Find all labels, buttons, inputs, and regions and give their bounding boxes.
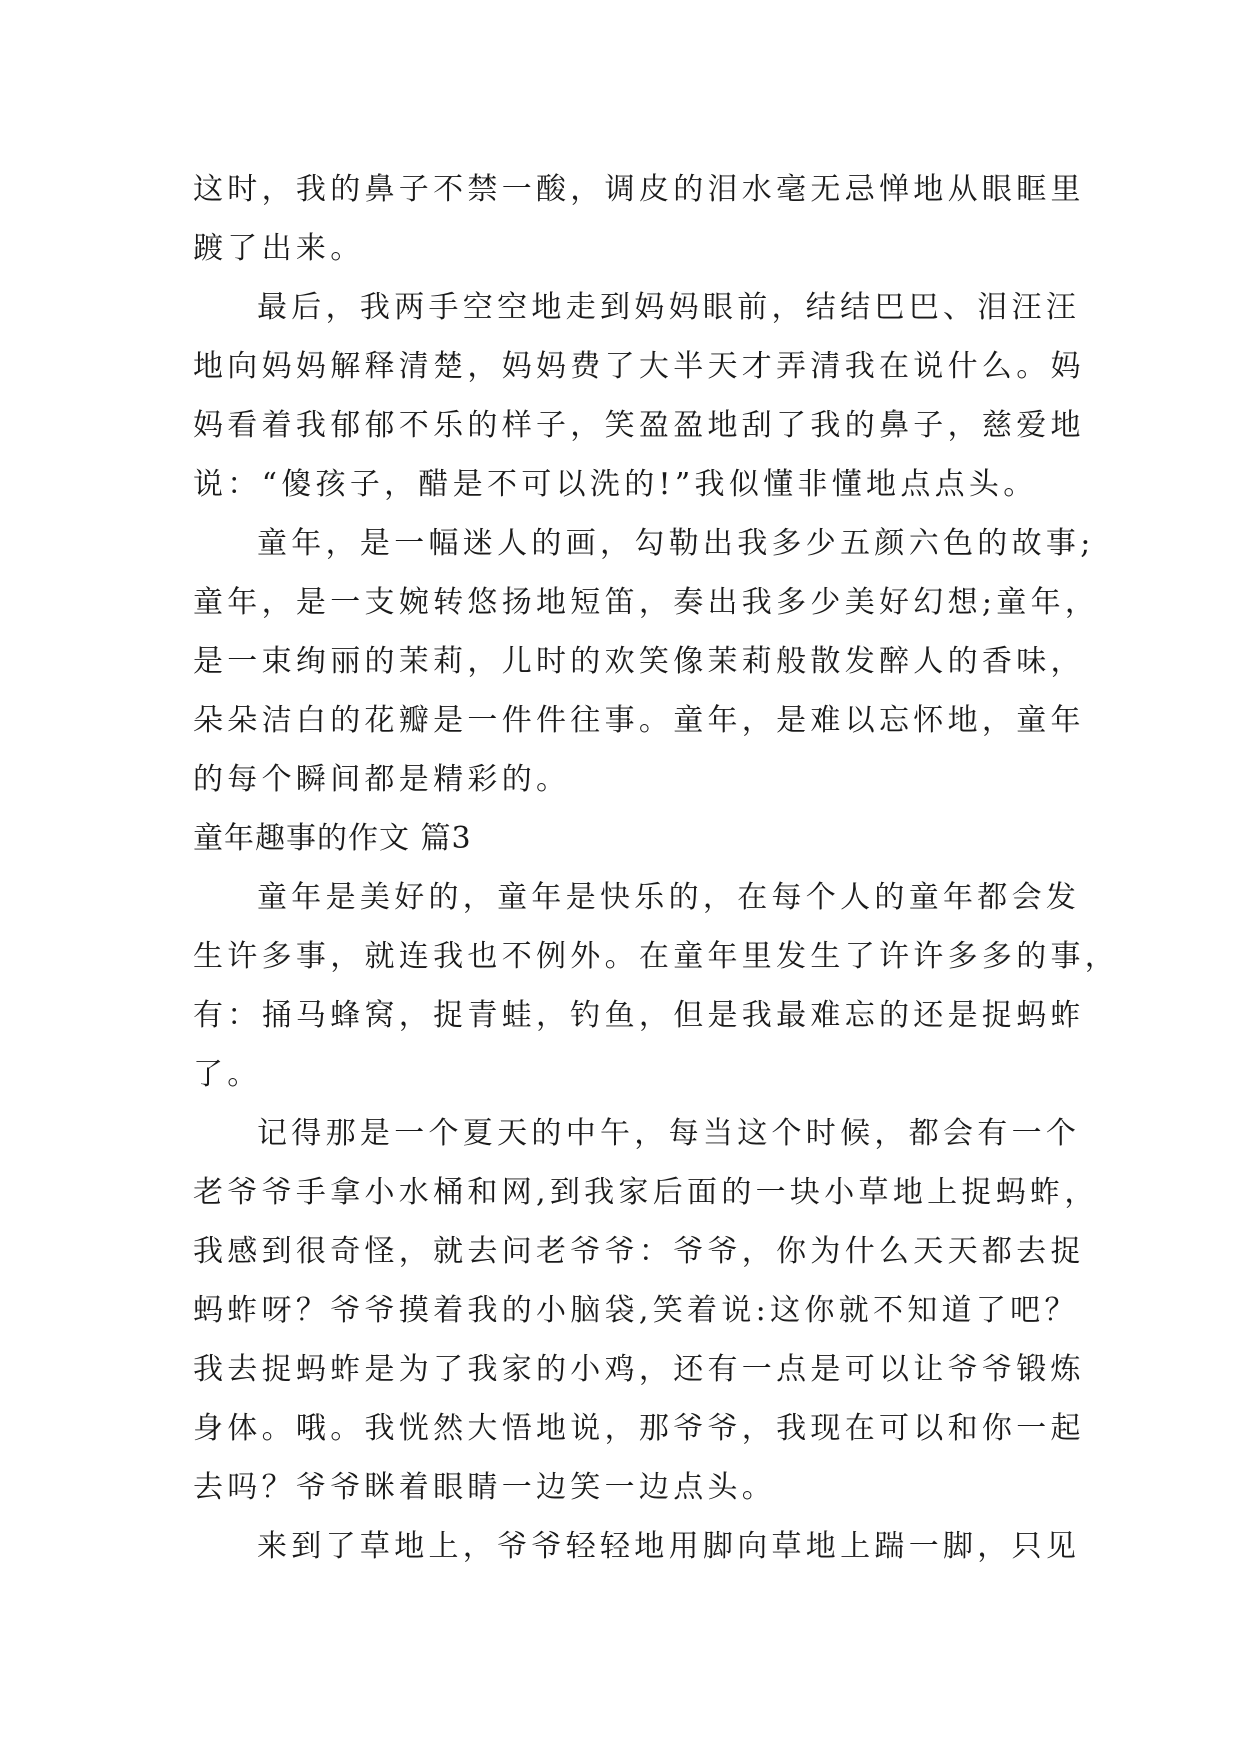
section-heading: 童年趣事的作文 篇3 bbox=[193, 821, 472, 856]
paragraph-start-line: 记得那是一个夏天的中午，每当这个时候，都会有一个 bbox=[257, 1116, 1081, 1151]
text-line: 朵朵洁白的花瓣是一件件往事。童年，是难以忘怀地，童年 bbox=[193, 703, 1085, 738]
text-line: 有：捅马蜂窝，捉青蛙，钓鱼，但是我最难忘的还是捉蚂蚱 bbox=[193, 998, 1085, 1033]
text-line: 老爷爷手拿小水桶和网,到我家后面的一块小草地上捉蚂蚱， bbox=[193, 1175, 1099, 1210]
paragraph-start-line: 来到了草地上，爷爷轻轻地用脚向草地上踹一脚，只见 bbox=[257, 1529, 1081, 1564]
text-line: 我感到很奇怪，就去问老爷爷：爷爷，你为什么天天都去捉 bbox=[193, 1234, 1085, 1269]
text-line: 是一束绚丽的茉莉，儿时的欢笑像茉莉般散发醉人的香味， bbox=[193, 644, 1085, 679]
text-line: 生许多事，就连我也不例外。在童年里发生了许许多多的事， bbox=[193, 939, 1120, 974]
text-line: 妈看着我郁郁不乐的样子，笑盈盈地刮了我的鼻子，慈爱地 bbox=[193, 408, 1085, 443]
paragraph-start-line: 童年是美好的，童年是快乐的，在每个人的童年都会发 bbox=[257, 880, 1081, 915]
text-line: 了。 bbox=[193, 1057, 262, 1092]
document-page bbox=[193, 160, 1120, 1576]
text-line: 蚂蚱呀？爷爷摸着我的小脑袋,笑着说:这你就不知道了吧？ bbox=[193, 1293, 1079, 1328]
text-line: 地向妈妈解释清楚，妈妈费了大半天才弄清我在说什么。妈 bbox=[193, 349, 1085, 384]
text-line: 的每个瞬间都是精彩的。 bbox=[193, 762, 571, 797]
text-line: 去吗？爷爷眯着眼睛一边笑一边点头。 bbox=[193, 1470, 777, 1505]
text-line: 踱了出来。 bbox=[193, 231, 365, 266]
text-line: 说：“傻孩子，醋是不可以洗的!”我似懂非懂地点点头。 bbox=[193, 467, 1038, 502]
paragraph-start-line: 童年，是一幅迷人的画，勾勒出我多少五颜六色的故事; bbox=[257, 526, 1095, 561]
text-line: 我去捉蚂蚱是为了我家的小鸡，还有一点是可以让爷爷锻炼 bbox=[193, 1352, 1085, 1387]
text-line: 童年，是一支婉转悠扬地短笛，奏出我多少美好幻想;童年， bbox=[193, 585, 1100, 620]
text-line: 身体。哦。我恍然大悟地说，那爷爷，我现在可以和你一起 bbox=[193, 1411, 1085, 1446]
paragraph-start-line: 最后，我两手空空地走到妈妈眼前，结结巴巴、泪汪汪 bbox=[257, 290, 1081, 325]
text-line: 这时，我的鼻子不禁一酸，调皮的泪水毫无忌惮地从眼眶里 bbox=[193, 172, 1085, 207]
